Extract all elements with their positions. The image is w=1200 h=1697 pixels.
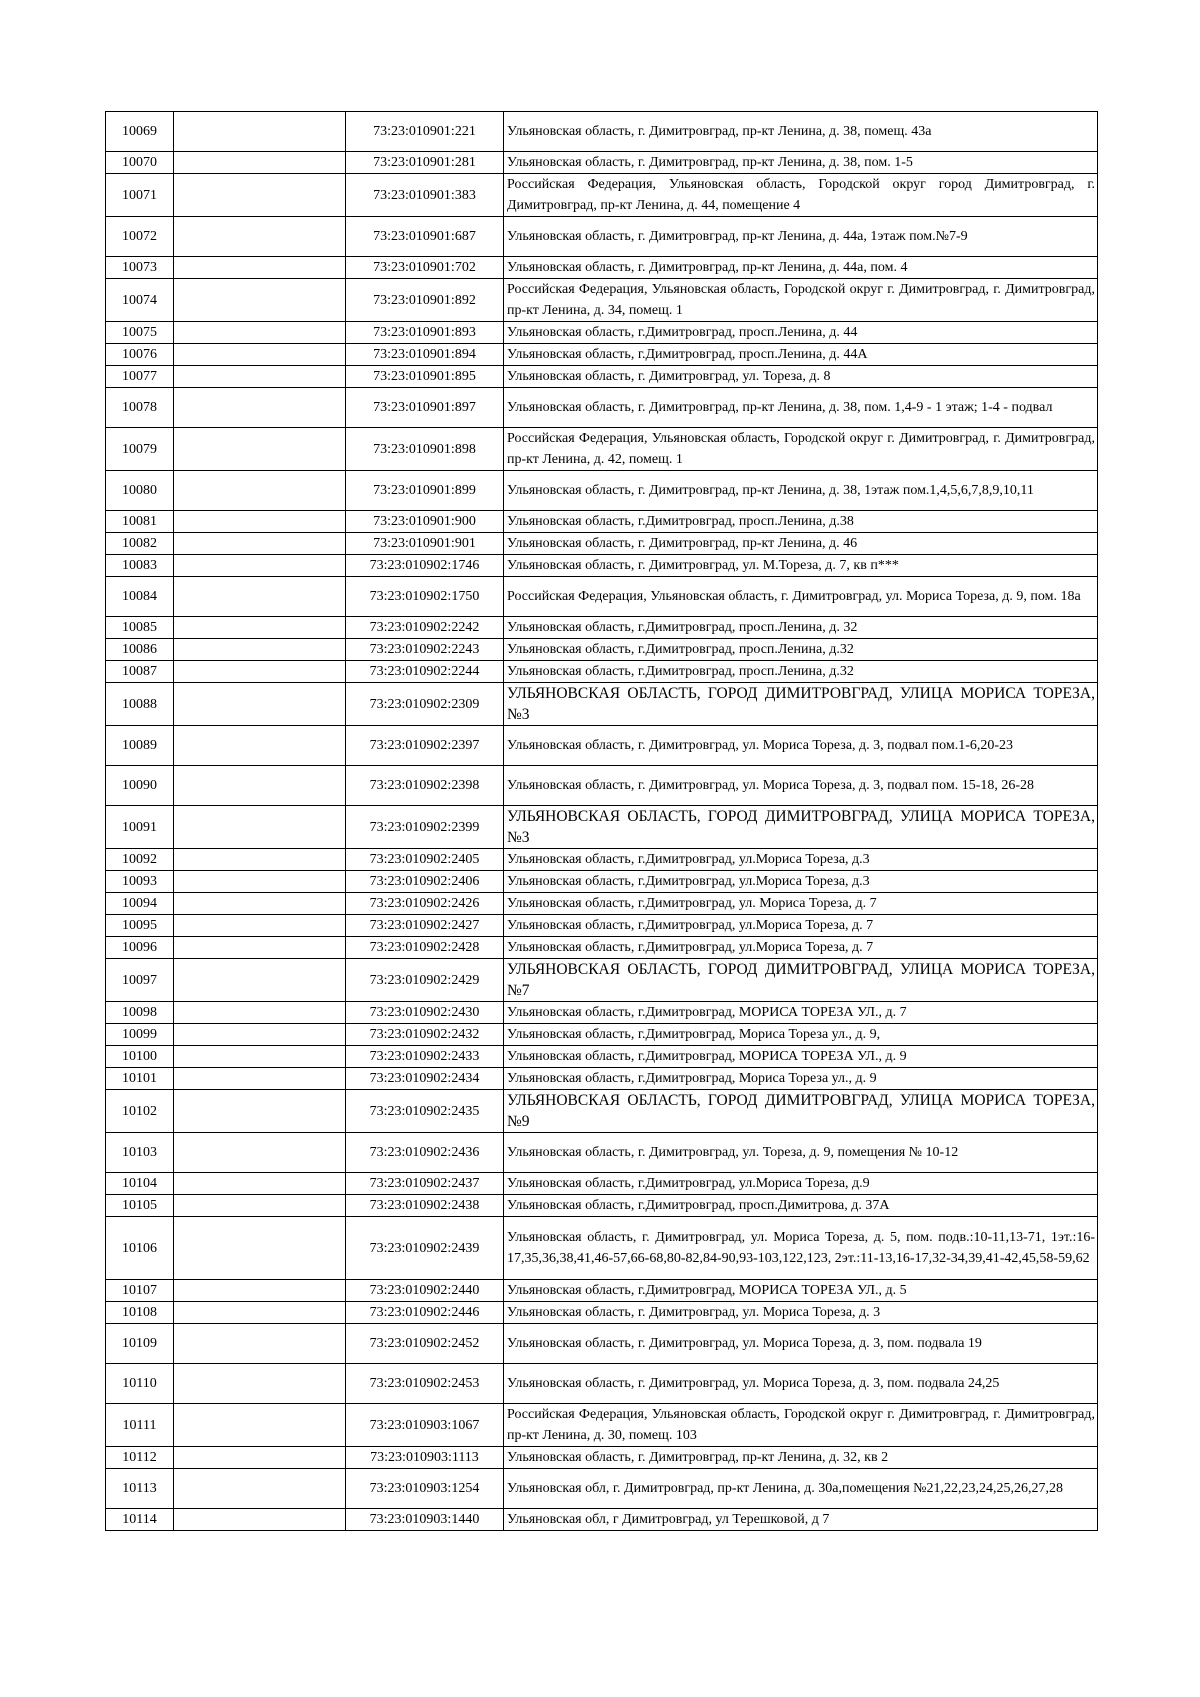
empty-cell (174, 1002, 346, 1024)
empty-cell (174, 1509, 346, 1531)
empty-cell (174, 1046, 346, 1068)
cadastral-number: 73:23:010902:2433 (346, 1046, 504, 1068)
table-row (106, 1133, 1098, 1173)
row-number: 10077 (106, 366, 174, 388)
cadastral-number: 73:23:010902:2436 (346, 1133, 504, 1173)
table-row (106, 1509, 1098, 1531)
table-row (106, 639, 1098, 661)
cadastral-number: 73:23:010902:2452 (346, 1324, 504, 1364)
cadastral-number: 73:23:010902:2440 (346, 1280, 504, 1302)
empty-cell (174, 1090, 346, 1133)
address: Ульяновская область, г. Димитровград, ул. Мориса Тореза, д. 3, пом. подвала 19 (504, 1324, 1098, 1364)
empty-cell (174, 806, 346, 849)
cadastral-number: 73:23:010902:1750 (346, 577, 504, 617)
table-row (106, 112, 1098, 152)
address: Ульяновская область, г. Димитровград, ул. Тореза, д. 8 (504, 366, 1098, 388)
cadastral-number: 73:23:010901:898 (346, 428, 504, 471)
cadastral-number: 73:23:010902:2446 (346, 1302, 504, 1324)
table-row (106, 1404, 1098, 1447)
table-row (106, 1090, 1098, 1133)
cadastral-number: 73:23:010902:2399 (346, 806, 504, 849)
row-number: 10074 (106, 279, 174, 322)
cadastral-number: 73:23:010901:894 (346, 344, 504, 366)
address: Ульяновская область, г.Димитровград, ул.Мориса Тореза, д.3 (504, 871, 1098, 893)
row-number: 10097 (106, 959, 174, 1002)
cadastral-number: 73:23:010901:383 (346, 174, 504, 217)
table-row (106, 1195, 1098, 1217)
empty-cell (174, 617, 346, 639)
row-number: 10079 (106, 428, 174, 471)
address: Ульяновская область, г.Димитровград, ул.Мориса Тореза, д. 7 (504, 915, 1098, 937)
table-row (106, 617, 1098, 639)
cadastral-number: 73:23:010902:2432 (346, 1024, 504, 1046)
empty-cell (174, 279, 346, 322)
empty-cell (174, 257, 346, 279)
address: Ульяновская область, г.Димитровград, просп.Ленина, д.38 (504, 511, 1098, 533)
address: Ульяновская область, г. Димитровград, пр-кт Ленина, д. 38, 1этаж пом.1,4,5,6,7,8,9,10,11 (504, 471, 1098, 511)
row-number: 10083 (106, 555, 174, 577)
address: Ульяновская область, г.Димитровград, просп.Ленина, д. 32 (504, 617, 1098, 639)
row-number: 10069 (106, 112, 174, 152)
row-number: 10114 (106, 1509, 174, 1531)
table-row (106, 1024, 1098, 1046)
table-row (106, 661, 1098, 683)
row-number: 10111 (106, 1404, 174, 1447)
address: Ульяновская область, г.Димитровград, просп.Ленина, д. 44А (504, 344, 1098, 366)
address: Ульяновская область, г.Димитровград, ул. Мориса Тореза, д. 7 (504, 893, 1098, 915)
address: Ульяновская обл, г Димитровград, ул Терешковой, д 7 (504, 1509, 1098, 1531)
table-row (106, 1173, 1098, 1195)
empty-cell (174, 893, 346, 915)
table-row (106, 279, 1098, 322)
address: Ульяновская область, г. Димитровград, пр-кт Ленина, д. 38, пом. 1,4-9 - 1 этаж; 1-4 - подвал (504, 388, 1098, 428)
row-number: 10078 (106, 388, 174, 428)
cadastral-number: 73:23:010903:1254 (346, 1469, 504, 1509)
document-page (105, 111, 1097, 1531)
empty-cell (174, 1068, 346, 1090)
table-row (106, 1324, 1098, 1364)
empty-cell (174, 1280, 346, 1302)
row-number: 10095 (106, 915, 174, 937)
empty-cell (174, 937, 346, 959)
empty-cell (174, 1133, 346, 1173)
table-row (106, 428, 1098, 471)
table-row (106, 388, 1098, 428)
row-number: 10076 (106, 344, 174, 366)
row-number: 10092 (106, 849, 174, 871)
cadastral-number: 73:23:010901:221 (346, 112, 504, 152)
row-number: 10105 (106, 1195, 174, 1217)
empty-cell (174, 1195, 346, 1217)
address: Ульяновская область, г. Димитровград, ул. Мориса Тореза, д. 5, пом. подв.:10-11,13-71, 1эт.:16-17,35,36,38,41,46-57,66-68,80-82,84-90,93-103,122,123, 2эт.:11-13,16-17,32-34,39,41-42,45,58-59,62 (504, 1217, 1098, 1280)
cadastral-number: 73:23:010901:893 (346, 322, 504, 344)
address: Ульяновская область, г. Димитровград, ул. Мориса Тореза, д. 3 (504, 1302, 1098, 1324)
address: Ульяновская область, г.Димитровград, МОРИСА ТОРЕЗА УЛ., д. 9 (504, 1046, 1098, 1068)
cadastral-number: 73:23:010901:892 (346, 279, 504, 322)
cadastral-number: 73:23:010902:2244 (346, 661, 504, 683)
row-number: 10086 (106, 639, 174, 661)
row-number: 10088 (106, 683, 174, 726)
row-number: 10101 (106, 1068, 174, 1090)
table-row (106, 1046, 1098, 1068)
cadastral-number: 73:23:010902:2406 (346, 871, 504, 893)
cadastral-number: 73:23:010902:2427 (346, 915, 504, 937)
address: Ульяновская область, г.Димитровград, ул.Мориса Тореза, д. 7 (504, 937, 1098, 959)
cadastral-number: 73:23:010902:2309 (346, 683, 504, 726)
row-number: 10099 (106, 1024, 174, 1046)
row-number: 10071 (106, 174, 174, 217)
address: Ульяновская область, г. Димитровград, ул. Тореза, д. 9, помещения № 10-12 (504, 1133, 1098, 1173)
address: Ульяновская область, г.Димитровград, ул.Мориса Тореза, д.9 (504, 1173, 1098, 1195)
empty-cell (174, 112, 346, 152)
cadastral-number: 73:23:010901:900 (346, 511, 504, 533)
address: Ульяновская область, г. Димитровград, ул. Мориса Тореза, д. 3, пом. подвала 24,25 (504, 1364, 1098, 1404)
cadastral-number: 73:23:010902:2242 (346, 617, 504, 639)
address: Ульяновская область, г. Димитровград, ул. М.Тореза, д. 7, кв п*** (504, 555, 1098, 577)
address: Ульяновская область, г. Димитровград, пр-кт Ленина, д. 32, кв 2 (504, 1447, 1098, 1469)
table-row (106, 849, 1098, 871)
address: Российская Федерация, Ульяновская область, Городской округ г. Димитровград, г. Димитровград, пр-кт Ленина, д. 34, помещ. 1 (504, 279, 1098, 322)
table-row (106, 344, 1098, 366)
table-row (106, 217, 1098, 257)
address: УЛЬЯНОВСКАЯ ОБЛАСТЬ, ГОРОД ДИМИТРОВГРАД, УЛИЦА МОРИСА ТОРЕЗА, №7 (504, 959, 1098, 1002)
cadastral-number: 73:23:010901:897 (346, 388, 504, 428)
cadastral-number: 73:23:010901:281 (346, 152, 504, 174)
row-number: 10073 (106, 257, 174, 279)
empty-cell (174, 661, 346, 683)
table-row (106, 937, 1098, 959)
empty-cell (174, 915, 346, 937)
address: Ульяновская область, г.Димитровград, Мориса Тореза ул., д. 9, (504, 1024, 1098, 1046)
row-number: 10085 (106, 617, 174, 639)
empty-cell (174, 1447, 346, 1469)
address: Ульяновская область, г.Димитровград, просп.Ленина, д. 44 (504, 322, 1098, 344)
row-number: 10110 (106, 1364, 174, 1404)
row-number: 10094 (106, 893, 174, 915)
empty-cell (174, 428, 346, 471)
address: Ульяновская обл, г. Димитровград, пр-кт Ленина, д. 30а,помещения №21,22,23,24,25,26,27,28 (504, 1469, 1098, 1509)
empty-cell (174, 1302, 346, 1324)
address: Российская Федерация, Ульяновская область, Городской округ г. Димитровград, г. Димитровград, пр-кт Ленина, д. 30, помещ. 103 (504, 1404, 1098, 1447)
cadastral-number: 73:23:010902:1746 (346, 555, 504, 577)
table-row (106, 1068, 1098, 1090)
empty-cell (174, 639, 346, 661)
address: Ульяновская область, г. Димитровград, ул. Мориса Тореза, д. 3, подвал пом. 15-18, 26-28 (504, 766, 1098, 806)
table-row (106, 1364, 1098, 1404)
cadastral-number: 73:23:010903:1067 (346, 1404, 504, 1447)
row-number: 10084 (106, 577, 174, 617)
empty-cell (174, 217, 346, 257)
table-row (106, 893, 1098, 915)
cadastral-number: 73:23:010902:2428 (346, 937, 504, 959)
address: Ульяновская область, г. Димитровград, ул. Мориса Тореза, д. 3, подвал пом.1-6,20-23 (504, 726, 1098, 766)
empty-cell (174, 726, 346, 766)
address: УЛЬЯНОВСКАЯ ОБЛАСТЬ, ГОРОД ДИМИТРОВГРАД, УЛИЦА МОРИСА ТОРЕЗА, №9 (504, 1090, 1098, 1133)
row-number: 10096 (106, 937, 174, 959)
empty-cell (174, 1404, 346, 1447)
table-body (106, 112, 1098, 1531)
table-row (106, 1447, 1098, 1469)
address: УЛЬЯНОВСКАЯ ОБЛАСТЬ, ГОРОД ДИМИТРОВГРАД, УЛИЦА МОРИСА ТОРЕЗА, №3 (504, 683, 1098, 726)
row-number: 10108 (106, 1302, 174, 1324)
address: Ульяновская область, г. Димитровград, пр-кт Ленина, д. 46 (504, 533, 1098, 555)
cadastral-number: 73:23:010902:2426 (346, 893, 504, 915)
cadastral-number: 73:23:010902:2437 (346, 1173, 504, 1195)
empty-cell (174, 174, 346, 217)
cadastral-number: 73:23:010902:2453 (346, 1364, 504, 1404)
address: Ульяновская область, г. Димитровград, пр-кт Ленина, д. 38, пом. 1-5 (504, 152, 1098, 174)
table-row (106, 726, 1098, 766)
address: Российская Федерация, Ульяновская область, Городской округ г. Димитровград, г. Димитровград, пр-кт Ленина, д. 42, помещ. 1 (504, 428, 1098, 471)
row-number: 10070 (106, 152, 174, 174)
empty-cell (174, 388, 346, 428)
address: Ульяновская область, г.Димитровград, просп.Ленина, д.32 (504, 639, 1098, 661)
empty-cell (174, 1217, 346, 1280)
empty-cell (174, 849, 346, 871)
table-row (106, 1302, 1098, 1324)
cadastral-number: 73:23:010902:2438 (346, 1195, 504, 1217)
cadastral-number: 73:23:010901:899 (346, 471, 504, 511)
table-row (106, 871, 1098, 893)
cadastral-number: 73:23:010902:2405 (346, 849, 504, 871)
cadastral-number: 73:23:010902:2429 (346, 959, 504, 1002)
table-row (106, 152, 1098, 174)
table-row (106, 257, 1098, 279)
cadastral-number: 73:23:010902:2398 (346, 766, 504, 806)
empty-cell (174, 871, 346, 893)
row-number: 10103 (106, 1133, 174, 1173)
table-row (106, 174, 1098, 217)
empty-cell (174, 366, 346, 388)
empty-cell (174, 152, 346, 174)
table-row (106, 766, 1098, 806)
address: Ульяновская область, г.Димитровград, просп.Димитрова, д. 37А (504, 1195, 1098, 1217)
table-row (106, 806, 1098, 849)
table-row (106, 1469, 1098, 1509)
address: Российская Федерация, Ульяновская область, г. Димитровград, ул. Мориса Тореза, д. 9, пом. 18а (504, 577, 1098, 617)
table-row (106, 683, 1098, 726)
cadastral-number: 73:23:010902:2430 (346, 1002, 504, 1024)
empty-cell (174, 766, 346, 806)
table-row (106, 1280, 1098, 1302)
table-row (106, 366, 1098, 388)
table-row (106, 471, 1098, 511)
address: Ульяновская область, г.Димитровград, ул.Мориса Тореза, д.3 (504, 849, 1098, 871)
row-number: 10100 (106, 1046, 174, 1068)
empty-cell (174, 959, 346, 1002)
cadastral-number: 73:23:010902:2397 (346, 726, 504, 766)
row-number: 10106 (106, 1217, 174, 1280)
row-number: 10081 (106, 511, 174, 533)
address: Ульяновская область, г. Димитровград, пр-кт Ленина, д. 44а, пом. 4 (504, 257, 1098, 279)
row-number: 10112 (106, 1447, 174, 1469)
table-row (106, 511, 1098, 533)
cadastral-number: 73:23:010902:2434 (346, 1068, 504, 1090)
cadastral-number: 73:23:010903:1440 (346, 1509, 504, 1531)
address: Ульяновская область, г. Димитровград, пр-кт Ленина, д. 38, помещ. 43а (504, 112, 1098, 152)
row-number: 10087 (106, 661, 174, 683)
table-row (106, 555, 1098, 577)
row-number: 10104 (106, 1173, 174, 1195)
row-number: 10102 (106, 1090, 174, 1133)
row-number: 10113 (106, 1469, 174, 1509)
empty-cell (174, 322, 346, 344)
address: Российская Федерация, Ульяновская область, Городской округ город Димитровград, г. Димитровград, пр-кт Ленина, д. 44, помещение 4 (504, 174, 1098, 217)
cadastral-number: 73:23:010901:702 (346, 257, 504, 279)
empty-cell (174, 577, 346, 617)
empty-cell (174, 555, 346, 577)
empty-cell (174, 344, 346, 366)
address: Ульяновская область, г.Димитровград, МОРИСА ТОРЕЗА УЛ., д. 5 (504, 1280, 1098, 1302)
property-table (105, 111, 1098, 1531)
cadastral-number: 73:23:010901:895 (346, 366, 504, 388)
row-number: 10109 (106, 1324, 174, 1364)
address: Ульяновская область, г.Димитровград, МОРИСА ТОРЕЗА УЛ., д. 7 (504, 1002, 1098, 1024)
cadastral-number: 73:23:010903:1113 (346, 1447, 504, 1469)
table-row (106, 959, 1098, 1002)
empty-cell (174, 511, 346, 533)
empty-cell (174, 1364, 346, 1404)
row-number: 10107 (106, 1280, 174, 1302)
empty-cell (174, 1024, 346, 1046)
table-row (106, 322, 1098, 344)
table-row (106, 577, 1098, 617)
cadastral-number: 73:23:010901:901 (346, 533, 504, 555)
row-number: 10082 (106, 533, 174, 555)
address: Ульяновская область, г. Димитровград, пр-кт Ленина, д. 44а, 1этаж пом.№7-9 (504, 217, 1098, 257)
empty-cell (174, 1469, 346, 1509)
empty-cell (174, 1173, 346, 1195)
address: Ульяновская область, г.Димитровград, Мориса Тореза ул., д. 9 (504, 1068, 1098, 1090)
row-number: 10075 (106, 322, 174, 344)
row-number: 10090 (106, 766, 174, 806)
table-row (106, 1217, 1098, 1280)
row-number: 10089 (106, 726, 174, 766)
row-number: 10093 (106, 871, 174, 893)
address: УЛЬЯНОВСКАЯ ОБЛАСТЬ, ГОРОД ДИМИТРОВГРАД, УЛИЦА МОРИСА ТОРЕЗА, №3 (504, 806, 1098, 849)
row-number: 10091 (106, 806, 174, 849)
table-row (106, 915, 1098, 937)
empty-cell (174, 1324, 346, 1364)
empty-cell (174, 683, 346, 726)
empty-cell (174, 471, 346, 511)
table-row (106, 533, 1098, 555)
address: Ульяновская область, г.Димитровград, просп.Ленина, д.32 (504, 661, 1098, 683)
row-number: 10098 (106, 1002, 174, 1024)
cadastral-number: 73:23:010901:687 (346, 217, 504, 257)
cadastral-number: 73:23:010902:2243 (346, 639, 504, 661)
row-number: 10072 (106, 217, 174, 257)
empty-cell (174, 533, 346, 555)
table-row (106, 1002, 1098, 1024)
cadastral-number: 73:23:010902:2435 (346, 1090, 504, 1133)
row-number: 10080 (106, 471, 174, 511)
cadastral-number: 73:23:010902:2439 (346, 1217, 504, 1280)
